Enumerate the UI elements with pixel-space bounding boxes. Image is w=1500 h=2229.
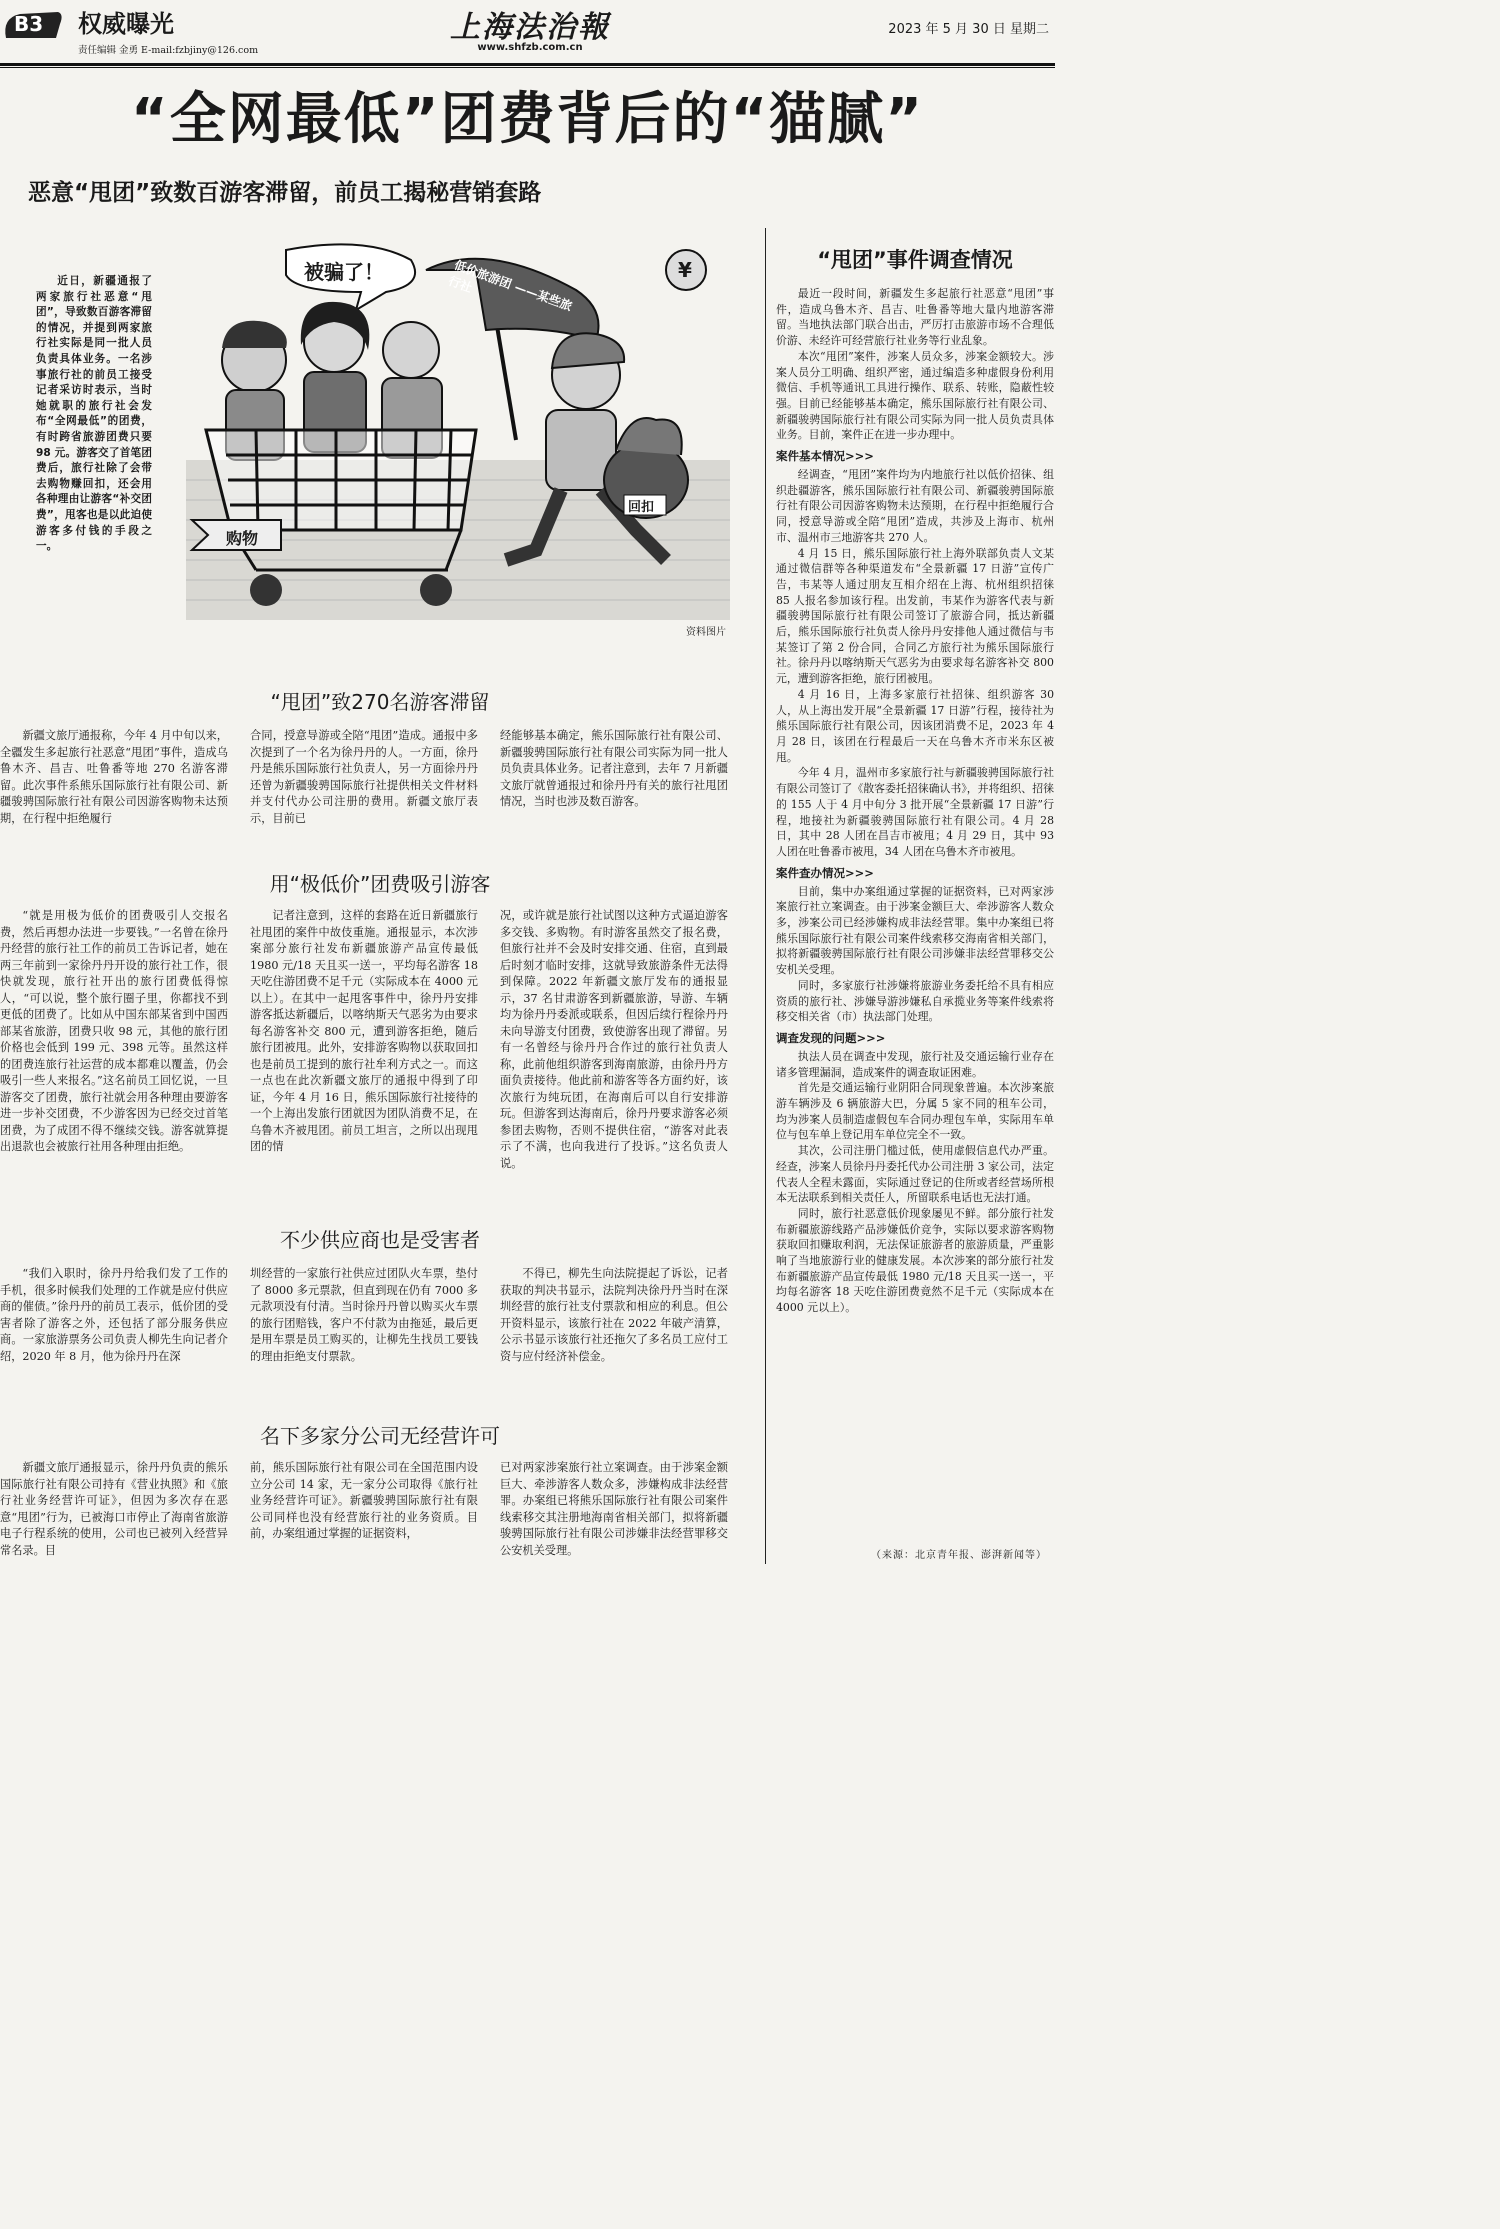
photo-caption: 资料图片 [686,627,726,638]
bubble-text: 被骗了！ [304,260,384,284]
page-header [0,0,1055,70]
lead-paragraph [36,274,152,555]
page-badge [2,8,64,44]
sidebar-heading-handling: 案件查办情况>>> [776,865,874,880]
section-1-title: “甩团”致270名游客滞留 [270,690,490,714]
sidebar-intro-2: 本次“甩团”案件，涉案人员众多，涉案金额较大。涉案人员分工明确、组织严密，通过编造多种虚假身份利用微信、手机等通讯工具进行操作、联系、转账，隐蔽性较强。目前已经能够基本确定，熊乐国际旅行社有限公司、新疆骏骋国际旅行社有限公司实际为同一批人员负责具体业务。目前，案件正在进一步办理中。 [776,349,1054,442]
section-1-col-3 [500,728,728,811]
section-3-col-3 [500,1266,728,1365]
section-4-col-1 [0,1460,228,1566]
sidebar-basic-2: 4 月 15 日，熊乐国际旅行社上海外联部负责人文某通过微信群等各种渠道发布“全景新疆 17 日游”宣传广告，韦某等人通过朋友互相介绍在上海、杭州组织招徕 85 人报名参加该行程。出发前，韦某作为游客代表与新疆骏骋国际旅行社有限公司签订了旅游合同，抵达新疆后，熊乐国际旅行社负责人徐丹丹安排他人通过微信与韦某签订了第 2 份合同，合同乙方旅行社为熊乐国际旅行社。徐丹丹以喀纳斯天气恶劣为由要求每名游客补交 800 元，遭到游客拒绝，旅行团被甩。 [776,546,1054,686]
section-2-col-3 [500,908,728,1172]
sidebar [776,244,1054,1564]
sidebar-heading-basic: 案件基本情况>>> [776,449,874,464]
source-note: （来源：北京青年报、澎湃新闻等） [871,1550,1047,1561]
sidebar-issues-3: 其次，公司注册门槛过低，使用虚假信息代办严重。经查，涉案人员徐丹丹委托代办公司注册 3 家公司，法定代表人全程未露面，实际通过登记的住所或者经营场所根本无法联系到相关责任人，所留联系电话也无法打通。 [776,1144,1054,1205]
sidebar-handling-1: 目前，集中办案组通过掌握的证据资料，已对两家涉案旅行社立案调查。由于涉案金额巨大、牵涉游客人数众多，涉案公司已经涉嫌构成非法经营罪。集中办案组已将熊乐国际旅行社有限公司案件线索移交海南省相关部门，拟将新疆骏骋国际旅行社有限公司涉嫌非法经营罪移交公安机关受理。 [776,884,1054,977]
editor-line: 责任编辑 金勇 E-mail:fzbjiny@126.com [78,45,259,56]
flag-text: 低价旅游团 ——某些旅行社 [446,257,574,314]
section-3-title: 不少供应商也是受害者 [280,1228,480,1252]
section-2-text-3: 况，或许就是旅行社试图以这种方式逼迫游客多交钱、多购物。有时游客虽然交了报名费，但旅行社并不会及时安排交通、住宿，直到最后时刻才临时安排，这就导致旅游条件无法得到保障。2022 年新疆文旅厅发布的通报显示，37 名甘肃游客到新疆旅游，导游、车辆均为徐丹丹委派或联系，但因后续行程徐丹丹未向导游支付团费，致使游客出现了滞留。另有一名曾经与徐丹丹合作过的旅行社负责人称，此前他组织游客到海南旅游，由徐丹丹方面负责接待。他此前和游客等各方面约好，该次旅行为纯玩团，在海南后可以自行安排游玩。但游客到达海南后，徐丹丹要求游客必须参团去购物，否则不提供住宿，“游客对此表示了不满，也向我进行了投诉。”这名负责人说。 [500,909,728,1170]
section-2-col-1 [0,908,228,1156]
sidebar-basic-4: 今年 4 月，温州市多家旅行社与新疆骏骋国际旅行社有限公司签订了《散客委托招徕确认书》，并将组织、招徕的 155 人于 4 月中旬分 3 批开展“全景新疆 17 日游”行程，地接社为新疆骏骋国际旅行社有限公司。4 月 28 日，其中 28 人团在昌吉市被甩；4 月 29 日，其中 93 人团在吐鲁番市被甩，34 人团在乌鲁木齐市被甩。 [776,766,1054,858]
site-url: www.shfzb.com.cn [477,42,583,53]
lead-text: 近日，新疆通报了两家旅行社恶意“甩团”，导致数百游客滞留的情况，并提到两家旅行社实际是同一批人员负责具体业务。一名涉事旅行社的前员工接受记者采访时表示，当时她就职的旅行社会发布“全网最低”的团费，有时跨省旅游团费只要 98 元。游客交了首笔团费后，旅行社除了会带去购物赚回扣，还会用各种理由让游客“补交团费”，甩客也是以此迫使游客多付钱的手段之一。 [36,275,152,553]
cart-sign-text: 购物 [226,529,259,548]
sidebar-handling-2: 同时，多家旅行社涉嫌将旅游业务委托给不具有相应资质的旅行社、涉嫌导游涉嫌私自承揽业务等案件线索将移交相关省（市）执法部门处理。 [776,978,1054,1024]
subheadline: 恶意“甩团”致数百游客滞留，前员工揭秘营销套路 [28,180,542,206]
section-3-text-1: “我们入职时，徐丹丹给我们发了工作的手机，很多时候我们处理的工作就是应付供应商的催债。”徐丹丹的前员工表示，低价团的受害者除了游客之外，还包括了部分服务供应商。一家旅游票务公司负责人柳先生向记者介绍，2020 年 8 月，他为徐丹丹在深 [0,1267,228,1363]
section-1-col-1 [0,728,228,827]
section-4-title: 名下多家分公司无经营许可 [260,1424,500,1448]
illustration [186,230,730,638]
section-4-col-2 [250,1460,478,1566]
section-name: 权威曝光 [78,10,174,38]
sidebar-block-basic [776,467,1054,860]
sidebar-issues-2: 首先是交通运输行业阴阳合同现象普遍。本次涉案旅游车辆涉及 6 辆旅游大巴，分属 5 家不同的租车公司，均为涉案人员制造虚假包车合同办理包车单，实际用车单位与包车单上登记用车单位完全不一致。 [776,1081,1054,1142]
cart-wheel-right [420,574,452,606]
section-3-text-2: 圳经营的一家旅行社供应过团队火车票，垫付了 8000 多元票款，但直到现在仍有 7000 多元款项没有付清。当时徐丹丹曾以购买火车票的旅行团赔钱，客户不付款为由拖延，最后更是用车票是员工购买的，让柳先生找员工要钱的理由拒绝支付票款。 [250,1267,478,1363]
sidebar-intro-1: 最近一段时间，新疆发生多起旅行社恶意“甩团”事件，造成乌鲁木齐、昌吉、吐鲁番等地大量内地游客滞留。当地执法部门联合出击，严厉打击旅游市场不合理低价游、未经许可经营旅行社业务等行业乱象。 [776,287,1054,348]
page-badge-label: B3 [14,12,44,36]
sidebar-block-issues [776,1049,1054,1316]
sidebar-intro [776,286,1054,443]
issue-date: 2023 年 5 月 30 日 星期二 [888,22,1049,37]
section-2-col-2 [250,908,478,1156]
section-4-text-1: 新疆文旅厅通报显示，徐丹丹负责的熊乐国际旅行社有限公司持有《营业执照》和《旅行社业务经营许可证》，但因为多次存在恶意“甩团”行为，已被海口市停止了海南省旅游电子行程系统的使用，公司也已被列入经营异常名录。目 [0,1461,228,1557]
sidebar-block-handling [776,884,1054,1025]
sidebar-issues-1: 执法人员在调查中发现，旅行社及交通运输行业存在诸多管理漏洞，造成案件的调查取证困难。 [776,1049,1054,1079]
masthead-logo: 上海法治報 [450,10,610,45]
sidebar-title: “甩团”事件调查情况 [817,248,1013,272]
section-4-text-2: 前，熊乐国际旅行社有限公司在全国范围内设立分公司 14 家，无一家分公司取得《旅行社业务经营许可证》。新疆骏骋国际旅行社有限公司同样也没有经营旅行社的业务资质。目前，办案组通过掌握的证据资料， [250,1461,478,1540]
old-man-head [383,322,439,378]
sidebar-basic-1: 经调查，“甩团”案件均为内地旅行社以低价招徕、组织赴疆游客，熊乐国际旅行社有限公司、新疆骏骋国际旅行社有限公司因游客购物未达预期，在行程中拒绝履行合同，授意导游或全陪“甩团”造成，共涉及上海市、杭州市、温州市三地游客共 270 人。 [776,468,1054,544]
section-2-text-2: 记者注意到，这样的套路在近日新疆旅行社甩团的案件中故伎重施。通报显示，本次涉案部分旅行社发布新疆旅游产品宣传最低 1980 元/18 天且买一送一，平均每名游客 18 天吃住游团费不足千元（实际成本在 4000 元以上）。在其中一起甩客事件中，徐丹丹安排游客抵达新疆后，以喀纳斯天气恶劣为由要求每名游客补交 800 元，遭到游客拒绝，随后旅行团被甩。此外，安排游客购物以获取回扣也是前员工提到的旅行社牟利方式之一。而这一点也在此次新疆文旅厅的通报中得到了印证，今年 4 月 16 日，熊乐国际旅行社接待的一个上海出发旅行团就因为团队消费不足，在乌鲁木齐被甩团。前员工坦言，之所以出现甩团的情 [250,909,479,1153]
section-3-col-1 [0,1266,228,1365]
section-1-text-1: 新疆文旅厅通报称，今年 4 月中旬以来，全疆发生多起旅行社恶意“甩团”事件，造成乌鲁木齐、昌吉、吐鲁番等地 270 名游客滞留。此次事件系熊乐国际旅行社有限公司、新疆骏骋国际旅行社有限公司因游客购物未达预期，在行程中拒绝履行 [0,729,228,825]
sidebar-issues-4: 同时，旅行社恶意低价现象屡见不鲜。部分旅行社发布新疆旅游线路产品涉嫌低价竞争，实际以要求游客购物获取回扣赚取利润，无法保证旅游者的旅游质量，严重影响了当地旅游行业的健康发展。本次涉案的部分旅行社发布新疆旅游产品宣传最低 1980 元/18 天且买一送一，平均每名游客 18 天吃住游团费竟然不足千元（实际成本在 4000 元以上）。 [776,1206,1054,1315]
sidebar-heading-issues: 调查发现的问题>>> [776,1030,886,1045]
section-1-col-2 [250,728,478,827]
header-rule-thin [0,67,1055,68]
money-symbol: ¥ [678,258,692,282]
section-2-text-1: “就是用极为低价的团费吸引人交报名费，然后再想办法进一步要钱。”一名曾在徐丹丹经营的旅行社工作的前员工告诉记者，她在两三年前到一家徐丹丹开设的旅行社工作，很快就发现，旅行社开出的旅行团费低得惊人，“可以说，整个旅行圈子里，你都找不到更低的团费了。比如从中国东部某省到中国西部某省旅游，团费只收 98 元，其他的旅行团价格也会低到 199 元、398 元等。虽然这样的团费连旅行社运营的成本都难以覆盖，仍会吸引一些人来报名。”这名前员工回忆说，一旦游客交了团费，旅行社就会用各种理由要游客进一步补交团费，不少游客因为已经交过首笔团费，为了成团不得不继续交钱。游客就算提出退款也会被旅行社用各种理由拒绝。 [0,909,228,1153]
section-4-col-3 [500,1460,728,1566]
section-1-text-3: 经能够基本确定，熊乐国际旅行社有限公司、新疆骏骋国际旅行社有限公司实际为同一批人员负责具体业务。记者注意到，去年 7 月新疆文旅厅就曾通报过和徐丹丹有关的旅行社甩团情况，当时也涉及数百游客。 [500,729,728,808]
header-rule [0,63,1055,66]
bag-text: 回扣 [628,500,655,515]
section-4-text-3: 已对两家涉案旅行社立案调查。由于涉案金额巨大、牵涉游客人数众多，涉嫌构成非法经营罪。办案组已将熊乐国际旅行社有限公司案件线索移交其注册地海南省相关部门，拟将新疆骏骋国际旅行社有限公司涉嫌非法经营罪移交公安机关受理。 [500,1461,728,1557]
section-3-col-2 [250,1266,478,1365]
section-1-text-2: 合同，授意导游或全陪“甩团”造成。通报中多次提到了一个名为徐丹丹的人。一方面，徐丹丹是熊乐国际旅行社负责人，另一方面徐丹丹还曾为新疆骏骋国际旅行社提供相关文件材料并支付代办公司注册的费用。新疆文旅厅表示，目前已 [250,729,478,825]
headline: “全网最低”团费背后的“猫腻” [130,87,925,152]
section-3-text-3: 不得已，柳先生向法院提起了诉讼，记者获取的判决书显示，法院判决徐丹丹当时在深圳经营的旅行社支付票款和相应的利息。但公开资料显示，该旅行社在 2022 年破产清算，公示书显示该旅行社还拖欠了多名员工应付工资与应付经济补偿金。 [500,1267,728,1363]
cart-wheel-left [250,574,282,606]
sidebar-rule [765,228,766,1564]
section-2-title: 用“极低价”团费吸引游客 [269,872,491,896]
sidebar-basic-3: 4 月 16 日，上海多家旅行社招徕、组织游客 30 人，从上海出发开展“全景新疆 17 日游”行程，接待社为熊乐国际旅行社有限公司，因该团消费不足，2023 年 4 月 28 日，该团在行程最后一天在乌鲁木齐市米东区被甩。 [776,687,1054,764]
